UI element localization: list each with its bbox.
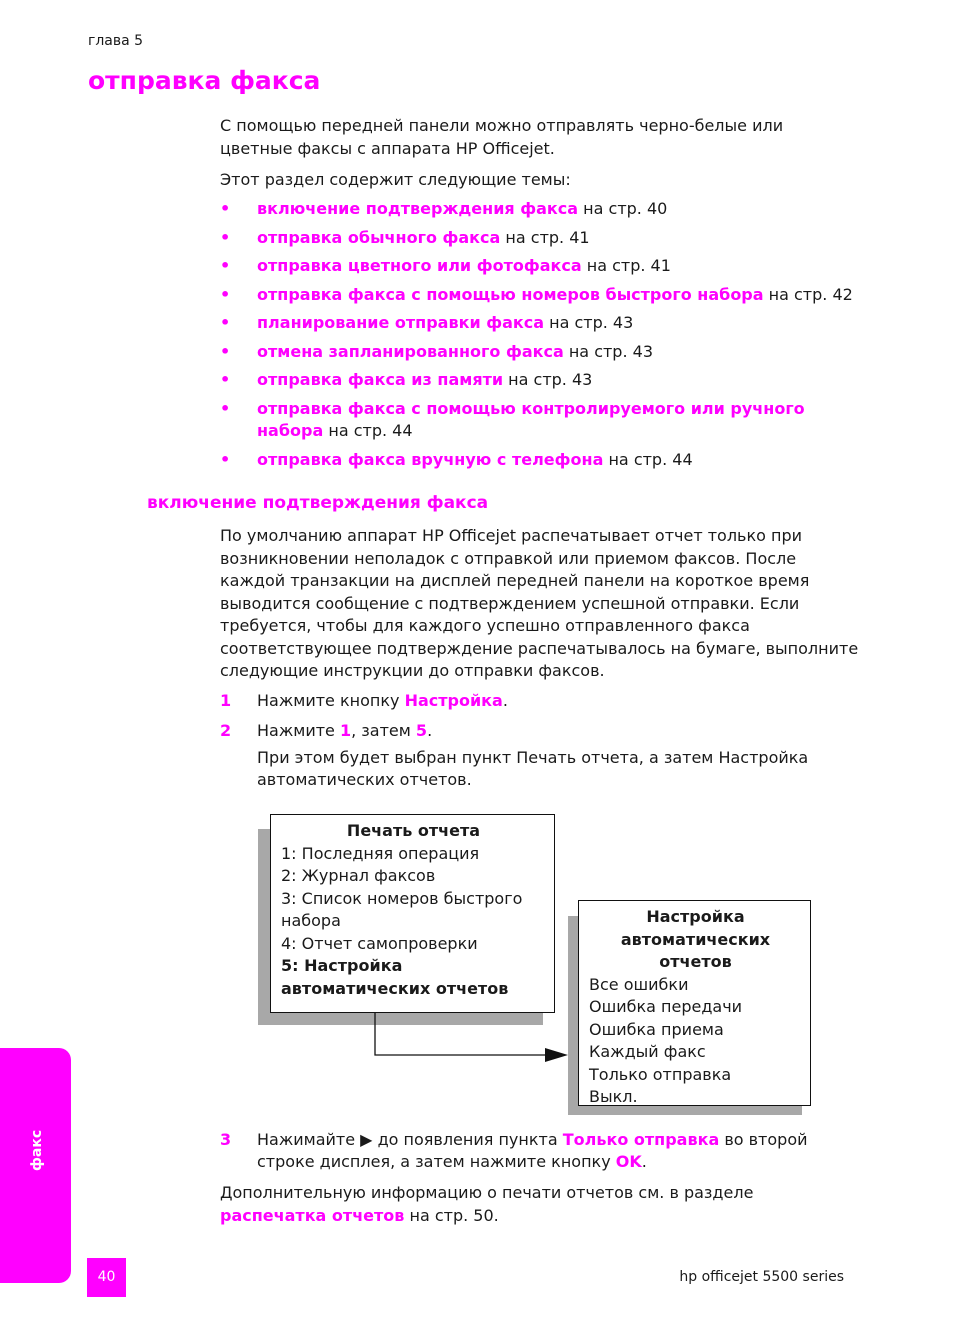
step-text: . (502, 691, 508, 710)
step-text: во второй строке дисплея, а затем нажмите кнопку (257, 1130, 808, 1171)
reports-link[interactable]: распечатка отчетов (220, 1205, 405, 1225)
toc-item (220, 255, 860, 277)
bullet: • (220, 285, 231, 304)
toc-page-ref: на стр. 41 (581, 256, 671, 275)
bullet: • (220, 450, 231, 469)
menu-item: 2: Журнал факсов (281, 866, 436, 885)
step-text: до появления пункта (372, 1130, 563, 1149)
bullet: • (220, 370, 231, 389)
menu-item: Каждый факс (589, 1042, 706, 1061)
page-number: 40 (87, 1258, 126, 1297)
toc-page-ref: на стр. 42 (763, 285, 853, 304)
menu-item: Ошибка передачи (589, 997, 743, 1016)
toc-page-ref: на стр. 43 (503, 370, 593, 389)
note-text: на стр. 50. (404, 1205, 499, 1225)
toc-page-ref: на стр. 40 (578, 199, 668, 218)
footer-note (220, 1182, 860, 1227)
toc-item (220, 284, 860, 306)
product-name: hp officejet 5500 series (679, 1269, 844, 1285)
toc-item (220, 198, 860, 220)
menu-item: 1: Последняя операция (281, 843, 480, 863)
bullet: • (220, 228, 231, 247)
step-1 (220, 690, 860, 712)
toc-link[interactable]: планирование отправки факса (257, 313, 545, 332)
step-2-note: При этом будет выбран пункт Печать отчета, а затем Настройка автоматических отчетов. (257, 748, 809, 789)
key-1: 1 (339, 721, 352, 740)
toc-page-ref: на стр. 44 (603, 450, 693, 469)
step-text: . (641, 1152, 647, 1171)
menu-item: Только отправка (589, 1064, 732, 1084)
toc-item (220, 398, 860, 442)
menu-item-selected: 5: Настройка автоматических отчетов (281, 956, 509, 998)
toc-link[interactable]: отправка обычного факса (257, 228, 501, 247)
step-number: 1 (220, 691, 232, 710)
section-body: По умолчанию аппарат HP Officejet распечатывает отчет только при возникновении неполадок с отправкой или приемом факсов. После каждой транзакции на дисплей передней панели на короткое время выводится сообщение с подтверждением успешной отправки. Если требуется, чтобы для каждого успешно отправленного факса соответствующее подтверждение распечатывалось на бумаге, выполните следующие инструкции до отправки факсов. (220, 526, 859, 680)
toc-page-ref: на стр. 43 (563, 342, 653, 361)
step-text: . (427, 721, 433, 740)
menu-connector-arrow (370, 1010, 575, 1065)
step-3 (220, 1129, 860, 1173)
toc-item (220, 227, 860, 249)
step-text: , затем (351, 721, 416, 740)
page-title: отправка факса (88, 66, 321, 95)
auto-report-menu (578, 900, 811, 1106)
bullet: • (220, 199, 231, 218)
toc-page-ref: на стр. 43 (544, 313, 634, 332)
bullet: • (220, 399, 231, 418)
toc-link[interactable]: отправка факса вручную с телефона (257, 450, 604, 469)
toc-item (220, 341, 860, 363)
menu-title: Настройка автоматических отчетов (620, 907, 771, 971)
intro-paragraph: С помощью передней панели можно отправлять черно-белые или цветные факсы с аппарата HP Officejet. (220, 116, 784, 158)
toc-link[interactable]: отправка факса с помощью контролируемого или ручного набора (257, 399, 805, 440)
topics-intro: Этот раздел содержит следующие темы: (220, 170, 571, 189)
key-5: 5 (415, 721, 428, 740)
print-report-menu (270, 814, 555, 1013)
step-text: Нажмите кнопку (257, 691, 405, 710)
bullet: • (220, 313, 231, 332)
bullet: • (220, 256, 231, 275)
toc-link[interactable]: отмена запланированного факса (257, 342, 564, 361)
right-arrow-icon: ▶ (360, 1130, 373, 1149)
menu-item: Все ошибки (589, 974, 689, 994)
toc-item (220, 312, 860, 334)
toc-page-ref: на стр. 41 (500, 228, 590, 247)
step-2 (220, 720, 860, 742)
toc-link[interactable]: отправка факса из памяти (257, 370, 504, 389)
menu-item: Выкл. (589, 1087, 638, 1106)
step-number: 2 (220, 721, 232, 740)
chapter-label: глава 5 (88, 33, 144, 49)
toc-item (220, 369, 860, 391)
note-text: Дополнительную информацию о печати отчетов см. в разделе (220, 1183, 754, 1202)
section-heading: включение подтверждения факса (147, 493, 489, 513)
bullet: • (220, 342, 231, 361)
step-text: Нажимайте (257, 1130, 361, 1149)
ok-key: OK (615, 1152, 642, 1171)
section-tab-label: факс (29, 1129, 45, 1171)
menu-title: Печать отчета (346, 821, 481, 840)
toc-page-ref: на стр. 44 (323, 421, 413, 440)
menu-item: 4: Отчет самопроверки (281, 933, 478, 953)
step-number: 3 (220, 1130, 232, 1149)
step-text: Нажмите (257, 721, 340, 740)
toc-link[interactable]: включение подтверждения факса (257, 199, 579, 218)
toc-link[interactable]: отправка факса с помощью номеров быстрого набора (257, 285, 764, 304)
menu-item: Ошибка приема (589, 1019, 724, 1039)
toc-item (220, 449, 860, 471)
menu-item: 3: Список номеров быстрого набора (281, 888, 523, 930)
option-send-only: Только отправка (562, 1130, 720, 1149)
toc-link[interactable]: отправка цветного или фотофакса (257, 256, 582, 275)
setup-key: Настройка (404, 691, 503, 710)
